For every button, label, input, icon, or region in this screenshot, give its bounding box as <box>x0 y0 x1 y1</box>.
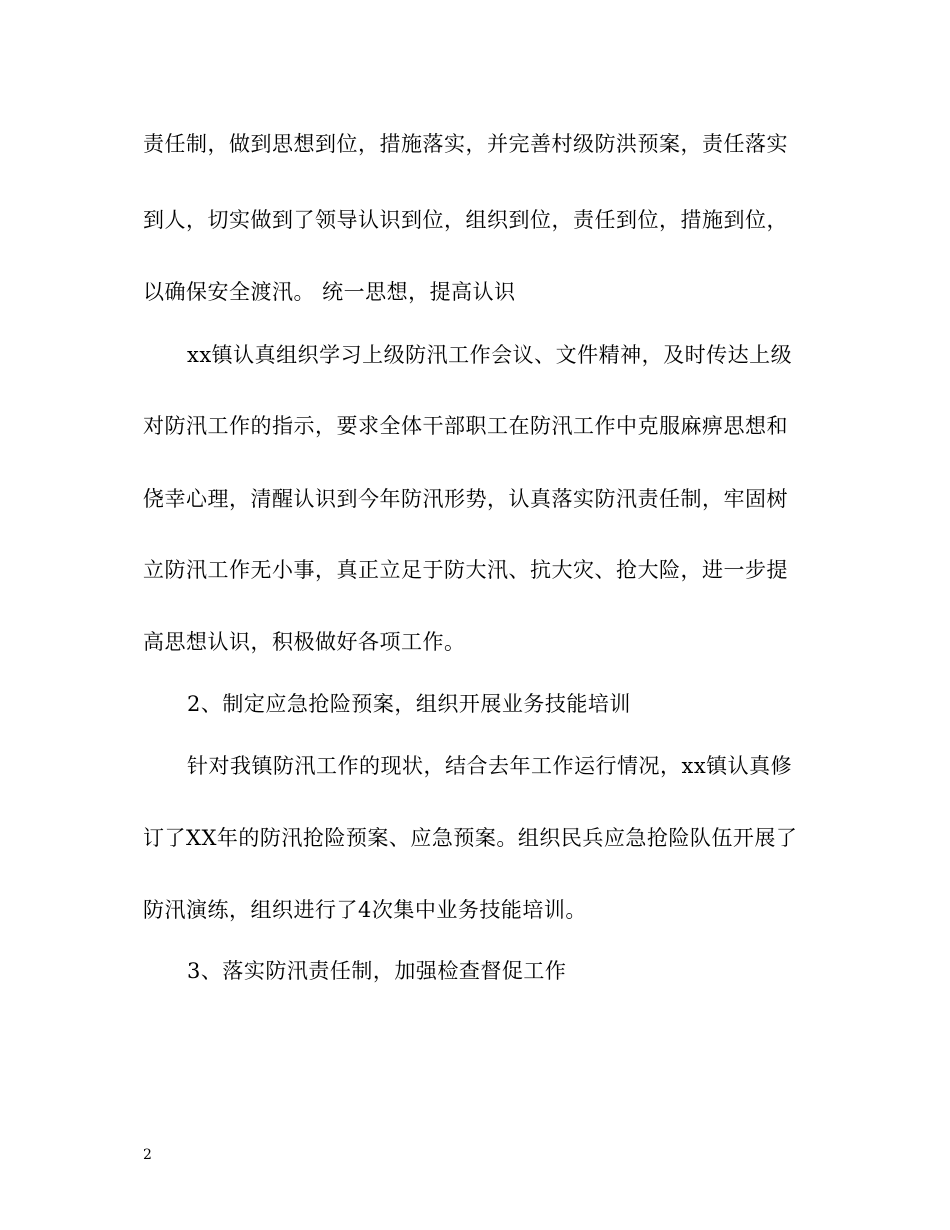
body-text-line: 立防汛工作无小事，真正立足于防大汛、抗大灾、抢大险，进一步提 <box>143 558 788 582</box>
body-text-line: 到人，切实做到了领导认识到位，组织到位，责任到位，措施到位， <box>143 208 788 232</box>
paragraph-start-line: 针对我镇防汛工作的现状，结合去年工作运行情况，xx镇认真修 <box>187 754 793 778</box>
body-text-line: 以确保安全渡汛。 统一思想，提高认识 <box>143 280 516 304</box>
body-text-line: 责任制，做到思想到位，措施落实，并完善村级防洪预案，责任落实 <box>143 132 788 156</box>
body-text-line: 高思想认识，积极做好各项工作。 <box>143 630 466 654</box>
section-heading: 2、制定应急抢险预案，组织开展业务技能培训 <box>187 692 631 716</box>
paragraph-start-line: xx镇认真组织学习上级防汛工作会议、文件精神，及时传达上级 <box>187 343 793 367</box>
body-text-line: 防汛演练，组织进行了4次集中业务技能培训。 <box>143 898 587 922</box>
section-heading: 3、落实防汛责任制，加强检查督促工作 <box>187 959 567 983</box>
body-text-line: 对防汛工作的指示，要求全体干部职工在防汛工作中克服麻痹思想和 <box>143 414 788 438</box>
body-text-line: 侥幸心理，清醒认识到今年防汛形势，认真落实防汛责任制，牢固树 <box>143 487 788 511</box>
page-number: 2 <box>143 1147 152 1163</box>
body-text-line: 订了XX年的防汛抢险预案、应急预案。组织民兵应急抢险队伍开展了 <box>143 826 798 850</box>
